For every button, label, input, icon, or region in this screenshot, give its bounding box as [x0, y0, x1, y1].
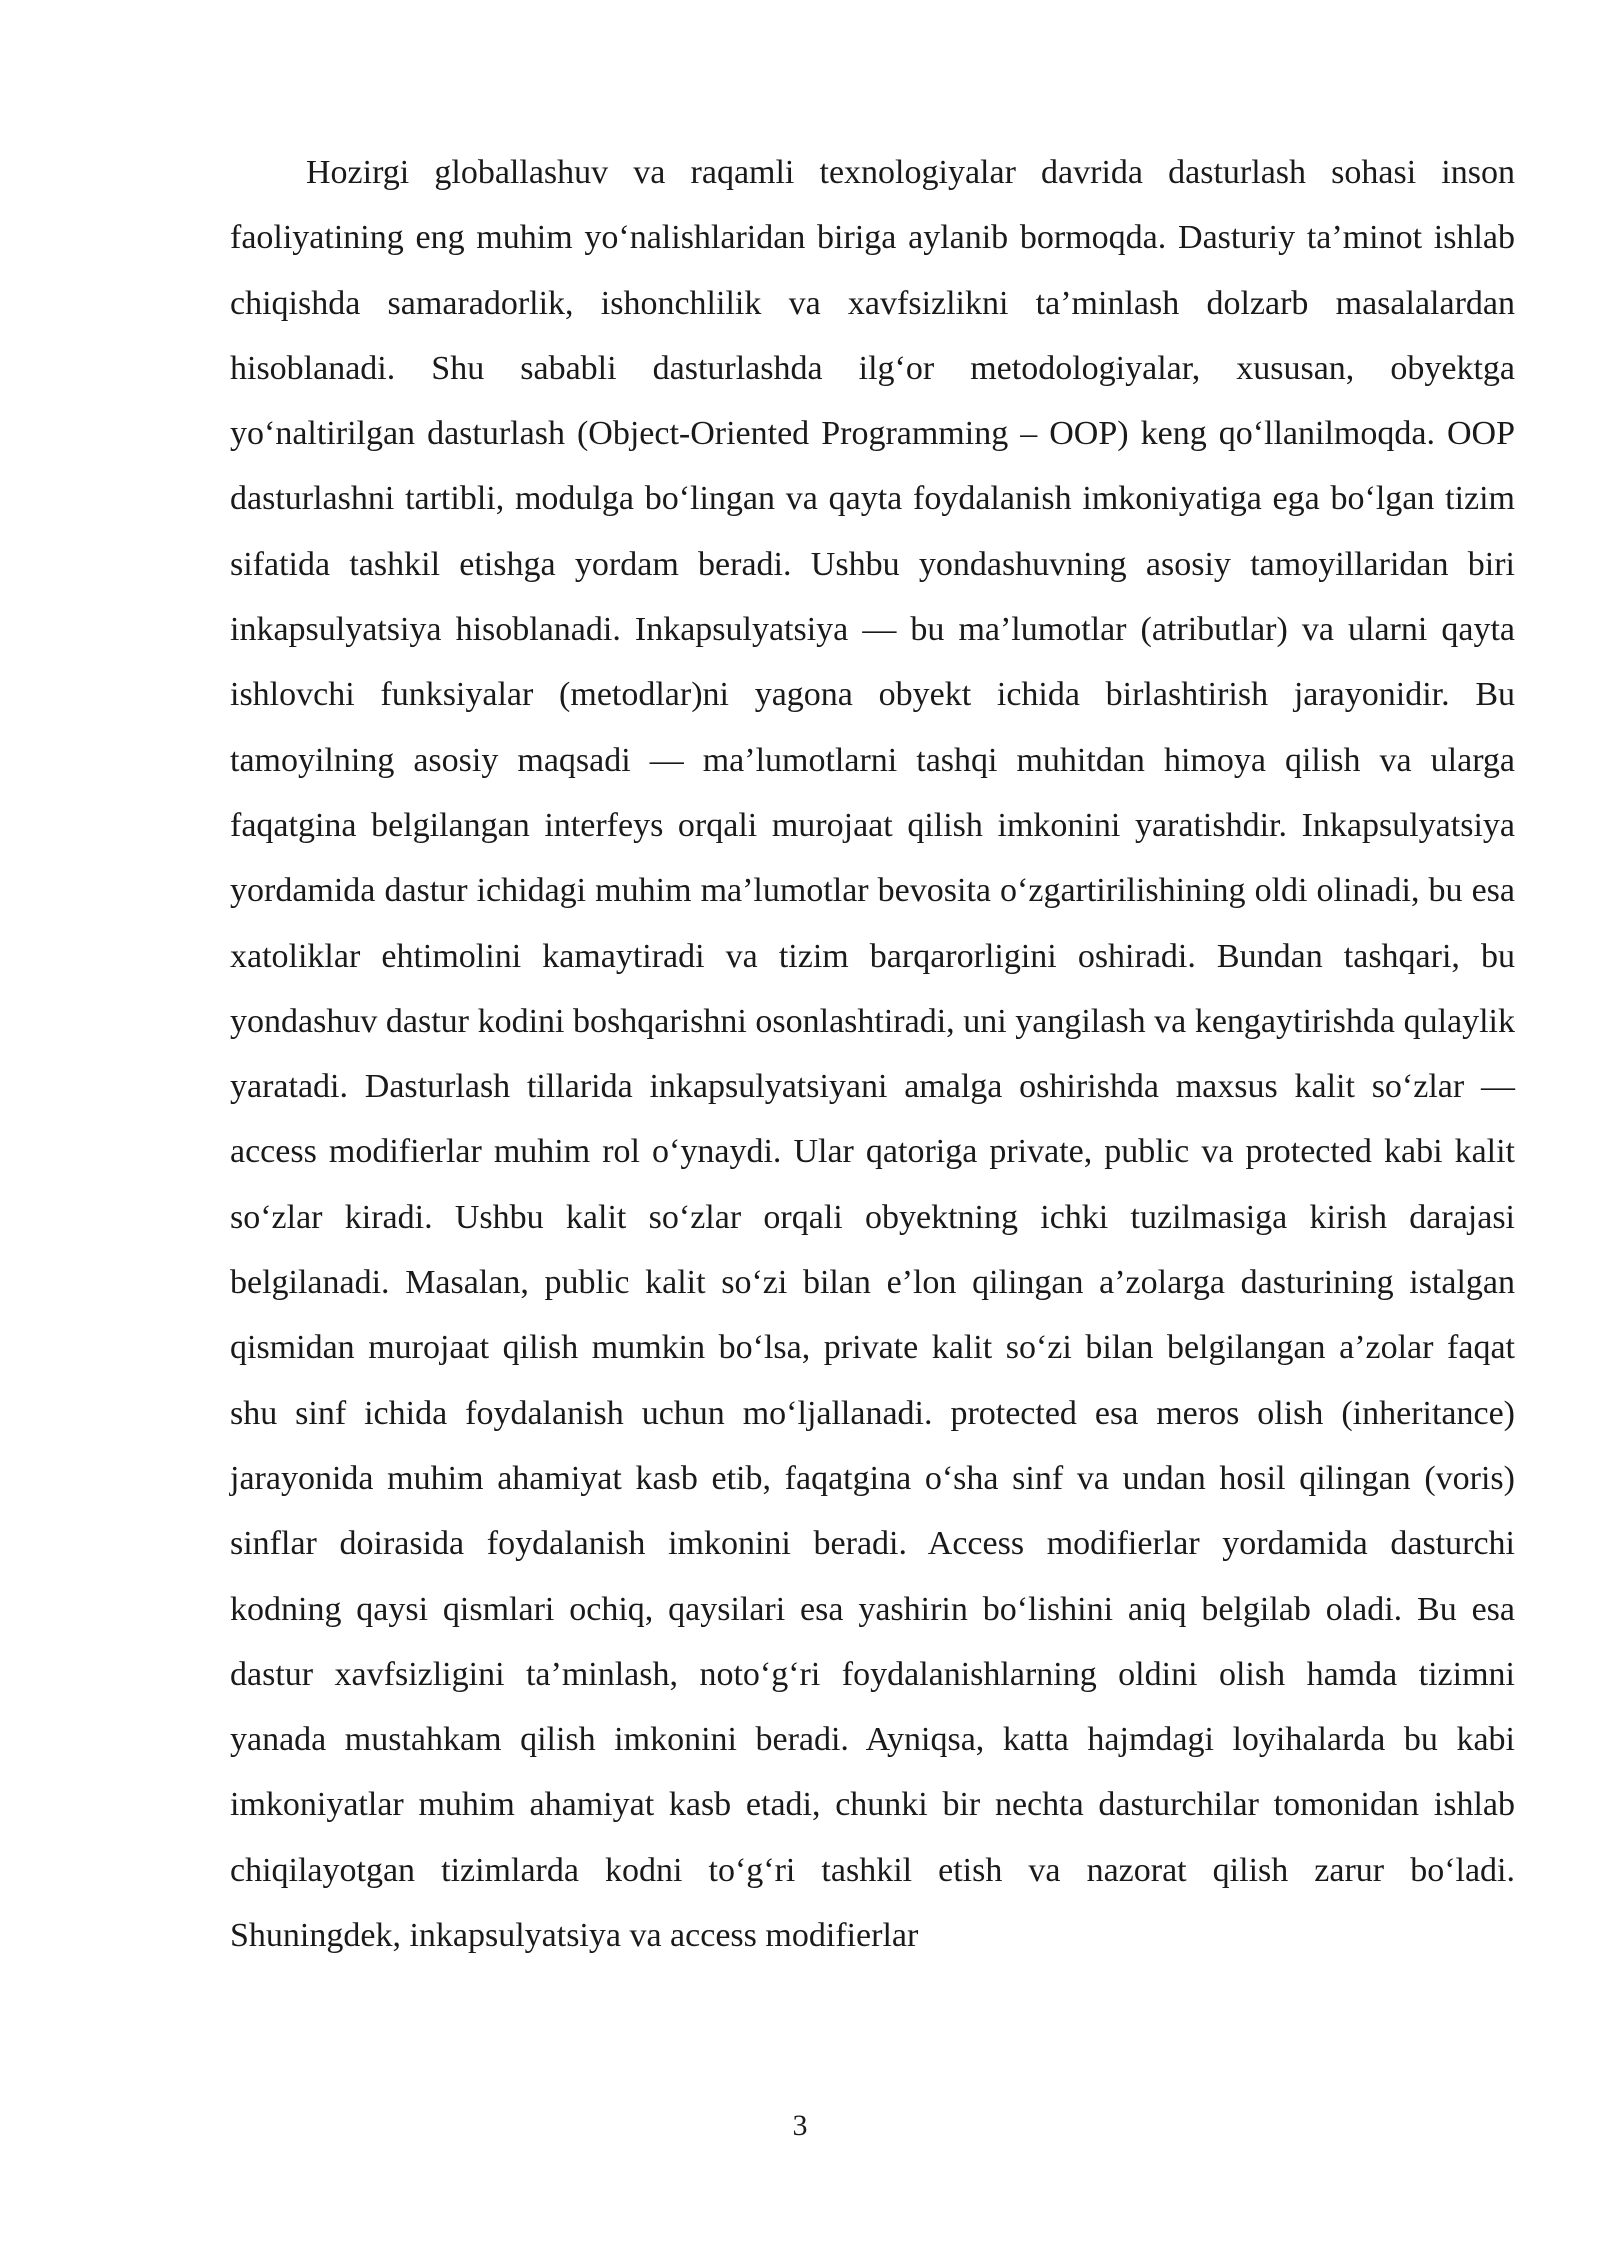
body-paragraph: Hozirgi globallashuv va raqamli texnologiyalar davrida dasturlash sohasi inson faoliyatining eng muhim yo‘nalishlaridan biriga aylanib bormoqda. Dasturiy ta’minot ishlab chiqishda samaradorlik, ishonchlilik va xavfsizlikni ta’minlash dolzarb masalalardan hisoblanadi. Shu sababli dasturlashda ilg‘or metodologiyalar, xususan, obyektga yo‘naltirilgan dasturlash (Object-Oriented Programming – OOP) keng qo‘llanilmoqda. OOP dasturlashni tartibli, modulga bo‘lingan va qayta foydalanish imkoniyatiga ega bo‘lgan tizim sifatida tashkil etishga yordam beradi. Ushbu yondashuvning asosiy tamoyillaridan biri inkapsulyatsiya hisoblanadi. Inkapsulyatsiya — bu ma’lumotlar (atributlar) va ularni qayta ishlovchi funksiyalar (metodlar)ni yagona obyekt ichida birlashtirish jarayonidir. Bu tamoyilning asosiy maqsadi — ma’lumotlarni tashqi muhitdan himoya qilish va ularga faqatgina belgilangan interfeys orqali murojaat qilish imkonini yaratishdir. Inkapsulyatsiya yordamida dastur ichidagi muhim ma’lumotlar bevosita o‘zgartirilishining oldi olinadi, bu esa xatoliklar ehtimolini kamaytiradi va tizim barqarorligini oshiradi. Bundan tashqari, bu yondashuv dastur kodini boshqarishni osonlashtiradi, uni yangilash va kengaytirishda qulaylik yaratadi. Dasturlash tillarida inkapsulyatsiyani amalga oshirishda maxsus kalit so‘zlar — access modifierlar muhim rol o‘ynaydi. Ular qatoriga private, public va protected kabi kalit so‘zlar kiradi. Ushbu kalit so‘zlar orqali obyektning ichki tuzilmasiga kirish darajasi belgilanadi. Masalan, public kalit so‘zi bilan e’lon qilingan a’zolarga dasturining istalgan qismidan murojaat qilish mumkin bo‘lsa, private kalit so‘zi bilan belgilangan a’zolar faqat shu sinf ichida foydalanish uchun mo‘ljallanadi. protected esa meros olish (inheritance) jarayonida muhim ahamiyat kasb etib, faqatgina o‘sha sinf va undan hosil qilingan (voris) sinflar doirasida foydalanish imkonini beradi. Access modifierlar yordamida dasturchi kodning qaysi qismlari ochiq, qaysilari esa yashirin bo‘lishini aniq belgilab oladi. Bu esa dastur xavfsizligini ta’minlash, noto‘g‘ri foydalanishlarning oldini olish hamda tizimni yanada mustahkam qilish imkonini beradi. Ayniqsa, katta hajmdagi loyihalarda bu kabi imkoniyatlar muhim ahamiyat kasb etadi, chunki bir nechta dasturchilar tomonidan ishlab chiqilayotgan tizimlarda kodni to‘g‘ri tashkil etish va nazorat qilish zarur bo‘ladi. Shuningdek, inkapsulyatsiya va access modifierlar	[230, 154, 1515, 1955]
page-number: 3	[792, 2109, 808, 2142]
